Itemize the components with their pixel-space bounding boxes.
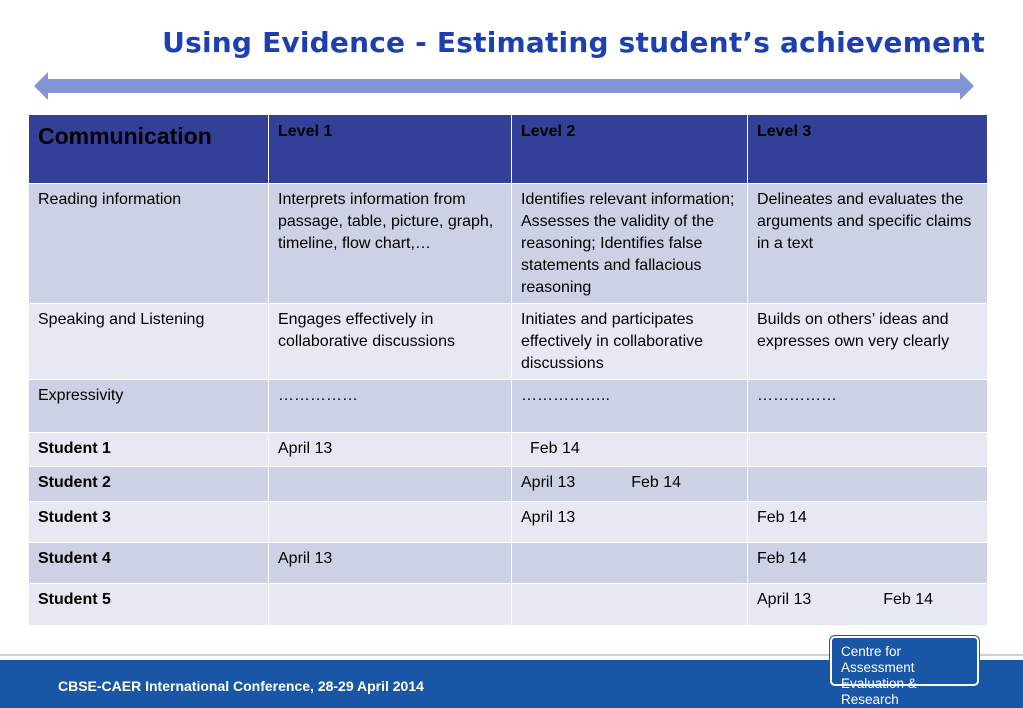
- table-row: [29, 184, 988, 304]
- table-cell: Initiates and participates effectively in collaborative discussions: [512, 304, 748, 380]
- student-row: [29, 467, 988, 502]
- student-date: April 13: [521, 474, 576, 491]
- header-level-3: Level 3: [748, 115, 988, 184]
- student-cell: [512, 467, 748, 502]
- student-row: [29, 543, 988, 584]
- double-arrow-icon: [34, 70, 974, 102]
- student-cell: April 13: [269, 433, 512, 467]
- row-label: Reading information: [29, 184, 269, 304]
- student-cell: Feb 14: [748, 543, 988, 584]
- student-cell: [269, 502, 512, 543]
- table-cell: Engages effectively in collaborative discussions: [269, 304, 512, 380]
- student-name: Student 5: [29, 584, 269, 626]
- student-cell: [748, 433, 988, 467]
- student-date: April 13: [757, 591, 812, 608]
- logo-line-2: Evaluation & Research: [841, 676, 917, 707]
- row-label: Speaking and Listening: [29, 304, 269, 380]
- student-name: Student 1: [29, 433, 269, 467]
- table-row: [29, 380, 988, 433]
- header-level-2: Level 2: [512, 115, 748, 184]
- table-cell: Builds on others’ ideas and expresses own very clearly: [748, 304, 988, 380]
- student-cell: April 13: [512, 502, 748, 543]
- table-cell: Delineates and evaluates the arguments and specific claims in a text: [748, 184, 988, 304]
- table-header-row: [29, 115, 988, 184]
- table-cell: ……………: [748, 380, 988, 433]
- table-cell: Identifies relevant information; Assesses the validity of the reasoning; Identifies false statements and fallacious reasoning: [512, 184, 748, 304]
- table-row: [29, 304, 988, 380]
- student-cell: Feb 14: [512, 433, 748, 467]
- logo-line-1: Centre for Assessment: [841, 644, 915, 675]
- header-level-1: Level 1: [269, 115, 512, 184]
- student-name: Student 4: [29, 543, 269, 584]
- slide-title: Using Evidence - Estimating student’s achievement: [162, 26, 985, 59]
- student-cell: [512, 543, 748, 584]
- caer-logo: [830, 636, 979, 707]
- student-row: [29, 584, 988, 626]
- student-name: Student 3: [29, 502, 269, 543]
- student-date: Feb 14: [883, 591, 934, 608]
- student-cell: Feb 14: [748, 502, 988, 543]
- student-cell: April 13: [269, 543, 512, 584]
- achievement-table: [28, 114, 988, 626]
- table-cell: Interprets information from passage, table, picture, graph, timeline, flow chart,…: [269, 184, 512, 304]
- header-communication: Communication: [29, 115, 269, 184]
- student-cell: [269, 584, 512, 626]
- student-row: [29, 433, 988, 467]
- student-name: Student 2: [29, 467, 269, 502]
- table-cell: ……………..: [512, 380, 748, 433]
- student-cell: [748, 584, 988, 626]
- student-date: Feb 14: [631, 474, 682, 491]
- student-cell: [269, 467, 512, 502]
- student-cell: [748, 467, 988, 502]
- student-row: [29, 502, 988, 543]
- table-cell: ……………: [269, 380, 512, 433]
- row-label: Expressivity: [29, 380, 269, 433]
- conference-label: CBSE-CAER International Conference, 28-29 April 2014: [58, 678, 424, 694]
- student-cell: [512, 584, 748, 626]
